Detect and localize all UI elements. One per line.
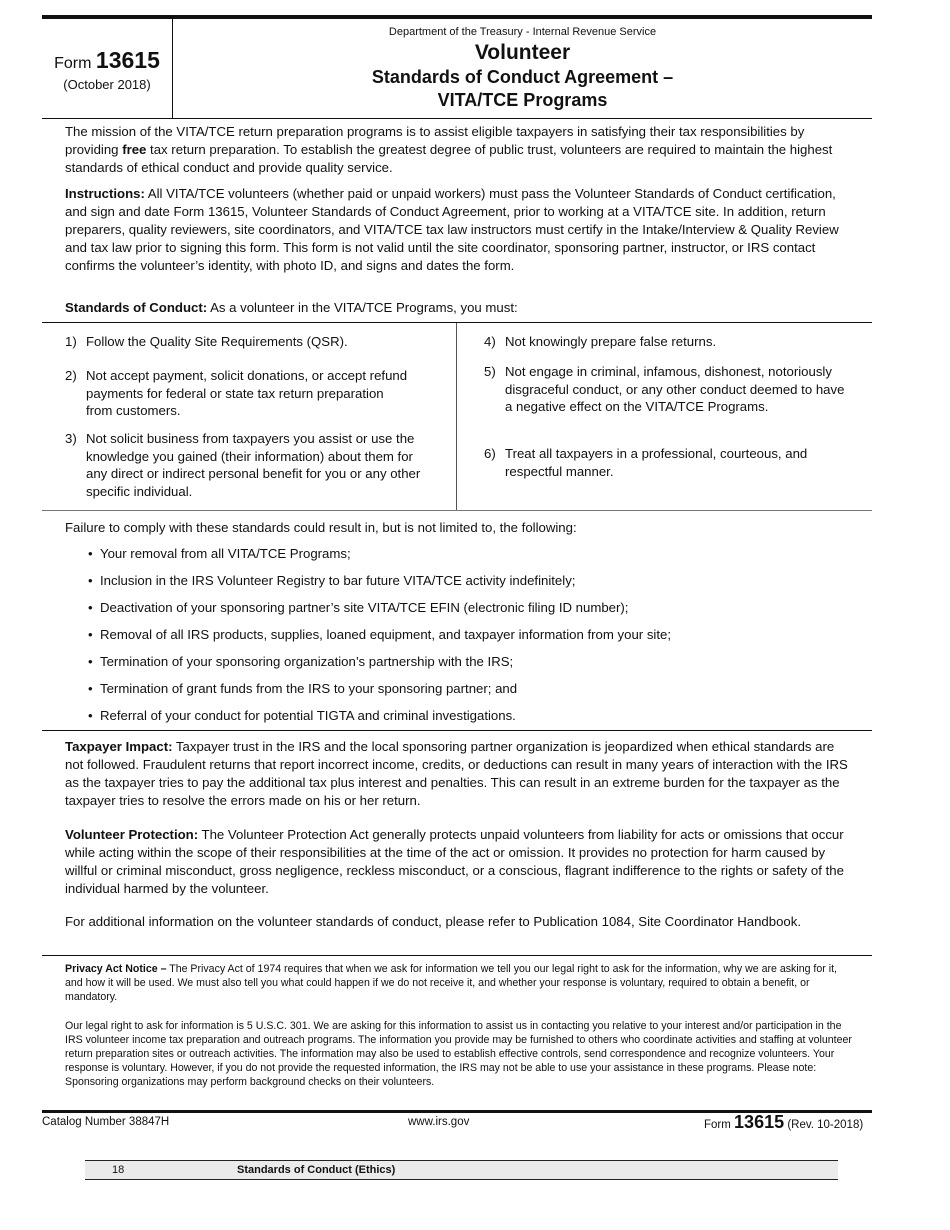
privacy-text: The Privacy Act of 1974 requires that when we ask for information we tell you our legal right to ask for the information, why we are asking for it, and how it will be used. We must also tell you what could happen if we do not receive it, and whether your response is voluntary, required to obtain a benefit, or mandatory.	[65, 963, 837, 1003]
standard-item-6	[484, 445, 854, 480]
privacy-divider	[42, 955, 872, 956]
department-line: Department of the Treasury - Internal Revenue Service	[388, 26, 657, 38]
impact-text: Taxpayer trust in the IRS and the local sponsoring partner organization is jeopardized when ethical standards are not followed. Fraudulent returns that report incorrect income, credits, or deductions can result in many years of interaction with the IRS as the taxpayer tries to pay the additional tax plus interest and penalties. This can result in an extreme burden for the taxpayer as the taxpayer tries to resolve the errors made on his or her return.	[65, 739, 848, 808]
form-number-line	[42, 47, 172, 74]
standard-num: 1)	[65, 334, 77, 349]
title-agreement: Standards of Conduct Agreement –	[371, 67, 674, 87]
list-item-text: Your removal from all VITA/TCE Programs;	[100, 546, 351, 561]
standard-item-4	[484, 333, 854, 351]
list-item	[88, 680, 671, 707]
standard-item-5	[484, 363, 854, 416]
protection-text: The Volunteer Protection Act generally protects unpaid volunteers from liability for acts or omissions that occur while acting within the scope of their responsibilities at the time of the act or omission. It provides no protection for harm caused by willful or criminal misconduct, gross negligence, reckless misconduct, or a conscious, flagrant indifference to the rights or safety of the individual harmed by the volunteer.	[65, 827, 844, 896]
footer-form-word: Form	[704, 1119, 731, 1131]
title-programs: VITA/TCE Programs	[437, 90, 608, 110]
instructions-paragraph	[65, 185, 855, 275]
failure-intro: Failure to comply with these standards could result in, but is not limited to, the following:	[65, 520, 577, 535]
impact-label: Taxpayer Impact:	[65, 739, 173, 754]
instructions-label: Instructions:	[65, 186, 145, 201]
mission-free: free	[122, 142, 147, 157]
title-volunteer: Volunteer	[474, 41, 571, 64]
page-footer-bar	[85, 1160, 838, 1180]
form-word: Form	[54, 55, 92, 72]
footer-form-id	[704, 1112, 863, 1133]
standard-item-3	[65, 430, 425, 500]
page-number: 18	[112, 1164, 125, 1176]
bullet-icon: •	[88, 681, 93, 696]
standards-label: Standards of Conduct:	[65, 300, 208, 315]
list-item-text: Removal of all IRS products, supplies, loaned equipment, and taxpayer information from your site;	[100, 627, 672, 642]
protection-label: Volunteer Protection:	[65, 827, 199, 842]
mission-text-b: tax return preparation. To establish the greatest degree of public trust, volunteers are required to maintain the highest standards of ethical conduct and provide quality service.	[65, 142, 833, 175]
standards-box	[42, 322, 872, 511]
footer-revision: (Rev. 10-2018)	[787, 1119, 864, 1131]
additional-info-paragraph: For additional information on the volunteer standards of conduct, please refer to Publication 1084, Site Coordinator Handbook.	[65, 914, 802, 929]
privacy-legal-paragraph: Our legal right to ask for information is 5 U.S.C. 301. We are asking for this information to assist us in contacting you relative to your interest and/or participation in the IRS volunteer income tax preparation and outreach programs. The information you provide may be furnished to others who coordinate activities and staffing at volunteer return preparation sites or outreach activities. The information may also be used to establish effective controls, send correspondence and recognize volunteers. Your response is voluntary. However, if you do not provide the requested information, the IRS may not be able to use your assistance in these programs. Please note: Sponsoring organizations may perform background checks on their volunteers.	[65, 1020, 852, 1088]
standard-text: Not solicit business from taxpayers you assist or use the knowledge you gained (their information) about them for any direct or indirect personal benefit for you or any other specific individual.	[86, 431, 421, 499]
standard-text: Follow the Quality Site Requirements (QSR).	[86, 334, 348, 349]
list-item-text: Termination of grant funds from the IRS to your sponsoring partner; and	[100, 681, 518, 696]
standard-text: Not engage in criminal, infamous, dishonest, notoriously disgraceful conduct, or any other conduct deemed to have a negative effect on the VITA/TCE Programs.	[505, 364, 845, 414]
standard-num: 2)	[65, 368, 77, 383]
bullet-icon: •	[88, 627, 93, 642]
standard-text: Not knowingly prepare false returns.	[505, 334, 717, 349]
section-divider	[42, 730, 872, 731]
taxpayer-impact-paragraph	[65, 738, 855, 810]
list-item	[88, 626, 671, 653]
instructions-text: All VITA/TCE volunteers (whether paid or unpaid workers) must pass the Volunteer Standards of Conduct certification, and sign and date Form 13615, Volunteer Standards of Conduct Agreement, prior to working at a VITA/TCE site. In addition, return preparers, quality reviewers, site coordinators, and VITA/TCE tax law instructors must certify in the Intake/Interview & Quality Review and tax law prior to signing this form. This form is not valid until the site coordinator, sponsoring partner, instructor, or IRS contact confirms the volunteer’s identity, with photo ID, and signs and dates the form.	[65, 186, 839, 273]
section-title: Standards of Conduct (Ethics)	[237, 1164, 396, 1176]
consequence-list	[88, 545, 671, 734]
bullet-icon: •	[88, 573, 93, 588]
footer-form-number: 13615	[734, 1112, 785, 1132]
privacy-label: Privacy Act Notice –	[65, 963, 167, 975]
standards-heading	[65, 299, 855, 317]
list-item-text: Termination of your sponsoring organization’s partnership with the IRS;	[100, 654, 514, 669]
mission-paragraph	[65, 123, 855, 177]
form-header	[42, 15, 872, 119]
list-item	[88, 545, 671, 572]
list-item	[88, 572, 671, 599]
standard-item-1	[65, 333, 405, 351]
form-number: 13615	[95, 47, 160, 73]
standard-item-2	[65, 367, 410, 420]
standard-text: Not accept payment, solicit donations, or accept refund payments for federal or state tax return preparation from customers.	[86, 368, 408, 418]
list-item	[88, 653, 671, 680]
list-item-text: Inclusion in the IRS Volunteer Registry to bar future VITA/TCE activity indefinitely;	[100, 573, 576, 588]
bullet-icon: •	[88, 546, 93, 561]
standard-num: 6)	[484, 446, 496, 461]
standards-column-divider	[456, 323, 457, 510]
catalog-number: Catalog Number 38847H	[42, 1116, 170, 1128]
title-block	[173, 19, 872, 111]
bullet-icon: •	[88, 600, 93, 615]
mission-text-a: The mission of the VITA/TCE return preparation programs is to assist eligible taxpayers in satisfying their tax responsibilities by providing	[65, 124, 805, 157]
form-id-block	[42, 19, 173, 119]
bullet-icon: •	[88, 654, 93, 669]
privacy-notice	[65, 962, 855, 1004]
list-item-text: Referral of your conduct for potential TIGTA and criminal investigations.	[100, 708, 516, 723]
standard-text: Treat all taxpayers in a professional, courteous, and respectful manner.	[505, 446, 808, 479]
standards-text: As a volunteer in the VITA/TCE Programs, you must:	[207, 300, 518, 315]
standard-num: 3)	[65, 431, 77, 446]
irs-website: www.irs.gov	[408, 1116, 470, 1128]
list-item	[88, 599, 671, 626]
form-date: (October 2018)	[63, 77, 151, 92]
standard-num: 5)	[484, 364, 496, 379]
standard-num: 4)	[484, 334, 496, 349]
volunteer-protection-paragraph	[65, 826, 855, 898]
bullet-icon: •	[88, 708, 93, 723]
list-item-text: Deactivation of your sponsoring partner’s site VITA/TCE EFIN (electronic filing ID number);	[100, 600, 629, 615]
